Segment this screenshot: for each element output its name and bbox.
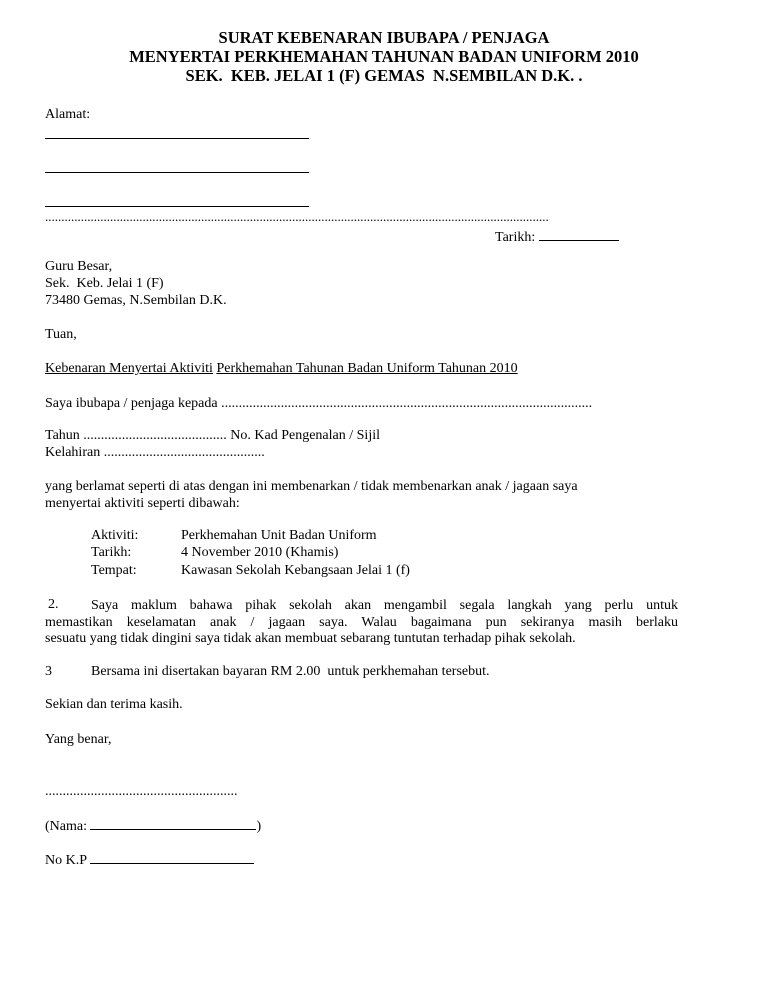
date-blank[interactable] — [539, 228, 619, 241]
detail-date-value: 4 November 2010 (Khamis) — [181, 545, 339, 560]
para2-line-3: sesuatu yang tidak dingini saya tidak akan membuat sebarang tuntutan terhadap pihak sekolah. — [45, 631, 576, 646]
signature-line[interactable]: ....................................................... — [45, 784, 238, 799]
ic-field — [45, 851, 254, 869]
para2-line-2: memastikan keselamatan anak / jagaan saya. Walau bagaimana pun sekiranya masih berlaku — [45, 615, 678, 630]
consent-line-2: menyertai aktiviti seperti dibawah: — [45, 496, 240, 511]
recipient-line-1: Guru Besar, — [45, 259, 113, 274]
subject-part-1: Kebenaran Menyertai Aktiviti — [45, 361, 213, 376]
name-blank[interactable] — [90, 817, 256, 830]
detail-date-label: Tarikh: — [91, 545, 132, 560]
sign-off: Yang benar, — [45, 732, 112, 747]
date-label: Tarikh: — [495, 230, 536, 245]
place-value: Kawasan Sekolah Kebangsaan Jelai 1 (f) — [181, 563, 410, 578]
para3-text: Bersama ini disertakan bayaran RM 2.00 untuk perkhemahan tersebut. — [91, 664, 490, 679]
para2-number: 2. — [48, 597, 59, 612]
para2-line-1: Saya maklum bahawa pihak sekolah akan mengambil segala langkah yang perlu untuk — [91, 598, 678, 613]
address-dotted-line[interactable]: ........................................................................................................................................................... — [45, 209, 549, 224]
letter-title-line-1: SURAT KEBENARAN IBUBAPA / PENJAGA — [218, 28, 550, 47]
recipient-line-2: Sek. Keb. Jelai 1 (F) — [45, 276, 164, 291]
address-label: Alamat: — [45, 107, 91, 122]
subject-part-2: Perkhemahan Tahunan Badan Uniform Tahunan 2010 — [216, 361, 518, 376]
address-line-1[interactable] — [45, 138, 309, 139]
consent-line-1: yang berlamat seperti di atas dengan ini membenarkan / tidak membenarkan anak / jagaan saya — [45, 479, 578, 494]
activity-label: Aktiviti: — [91, 528, 139, 543]
tahun-line: Tahun ......................................... No. Kad Pengenalan / Sijil — [45, 428, 380, 443]
place-label: Tempat: — [91, 563, 137, 578]
address-line-2[interactable] — [45, 172, 309, 173]
name-field — [45, 817, 261, 835]
para3-number: 3 — [45, 664, 52, 679]
parent-line: Saya ibubapa / penjaga kepada .......................................................................................................... — [45, 396, 593, 411]
closing-text: Sekian dan terima kasih. — [45, 697, 183, 712]
recipient-line-3: 73480 Gemas, N.Sembilan D.K. — [45, 293, 227, 308]
ic-blank[interactable] — [90, 851, 254, 864]
kelahiran-line: Kelahiran .............................................. — [45, 445, 265, 460]
letter-title-line-3: SEK. KEB. JELAI 1 (F) GEMAS N.SEMBILAN D.K. . — [185, 66, 583, 85]
letter-title-line-2: MENYERTAI PERKHEMAHAN TAHUNAN BADAN UNIFORM 2010 — [129, 47, 639, 66]
activity-value: Perkhemahan Unit Badan Uniform — [181, 528, 377, 543]
date-field — [495, 228, 619, 246]
salutation: Tuan, — [45, 327, 77, 342]
address-line-3[interactable] — [45, 206, 309, 207]
name-label: (Nama: — [45, 819, 87, 834]
ic-label: No K.P — [45, 853, 87, 868]
name-close-paren: ) — [256, 819, 262, 834]
subject-line — [45, 361, 518, 377]
